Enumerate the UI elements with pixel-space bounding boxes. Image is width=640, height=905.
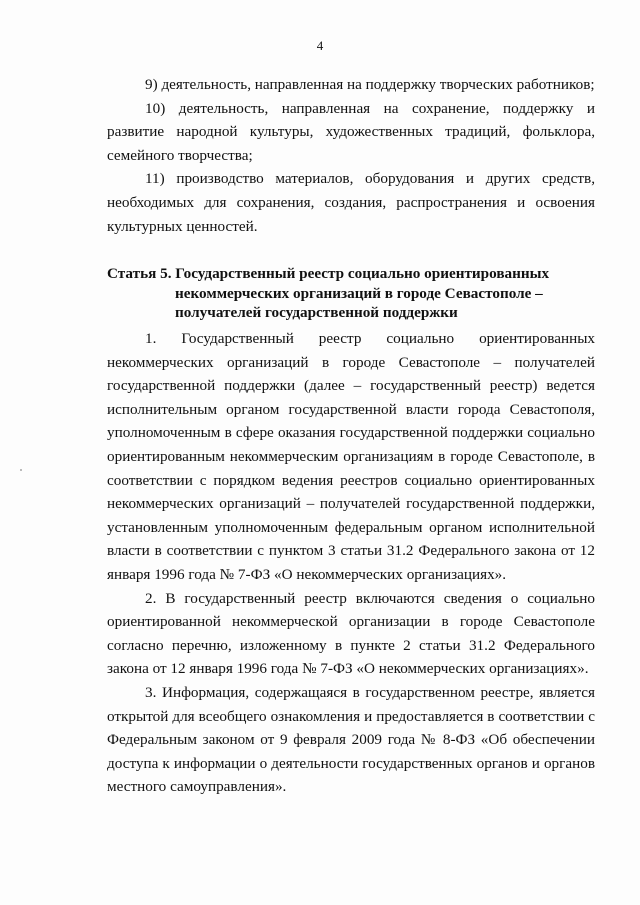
article-paragraph-2: 2. В государственный реестр включаются сведения о социально ориентированной некоммерческой организации в городе Севастополе согласно перечню, изложенному в пункте 2 статьи 31.2 Федерального закона от 12 января 1996 года № 7-ФЗ «О некоммерческих организациях». [107,589,595,678]
article-heading-line2: некоммерческих организаций в городе Севастополе – [175,284,543,302]
list-item-11: 11) производство материалов, оборудования и других средств, необходимых для сохранения, создания, распространения и освоения культурных ценностей. [107,170,595,235]
article-body [107,327,595,799]
article-heading-line3: получателей государственной поддержки [175,304,458,321]
scan-speck [20,469,22,471]
article-paragraph-1: 1. Государственный реестр социально ориентированных некоммерческих организаций в городе Севастополе – получателей государственной поддержки (далее – государственный реестр) ведется исполнительным органом государственной власти города Севастополя, уполномоченным в сфере оказания государственной поддержки социально ориентированным некоммерческим организациям в городе Севастополе, в соответствии с порядком ведения реестров социально ориентированных некоммерческих организаций – получателей государственной поддержки, установленным уполномоченным федеральным органом исполнительной власти в соответствии с пунктом 3 статьи 31.2 Федерального закона от 12 января 1996 года № 7-ФЗ «О некоммерческих организациях». [107,330,595,583]
article-heading-line1: Статья 5. Государственный реестр социально ориентированных [107,265,550,282]
article-heading [107,264,595,323]
list-item-10: 10) деятельность, направленная на сохранение, поддержку и развитие народной культуры, художественных традиций, фольклора, семейного творчества; [107,99,595,164]
article-paragraph-3: 3. Информация, содержащаяся в государственном реестре, является открытой для всеобщего ознакомления и предоставляется в соответствии с Федеральным законом от 9 февраля 2009 года № 8-ФЗ «Об обеспечении доступа к информации о деятельности государственных органов и органов местного самоуправления». [107,683,595,796]
list-item-9: 9) деятельность, направленная на поддержку творческих работников; [145,76,595,93]
list-items [107,73,595,238]
page-number: 4 [316,38,324,53]
